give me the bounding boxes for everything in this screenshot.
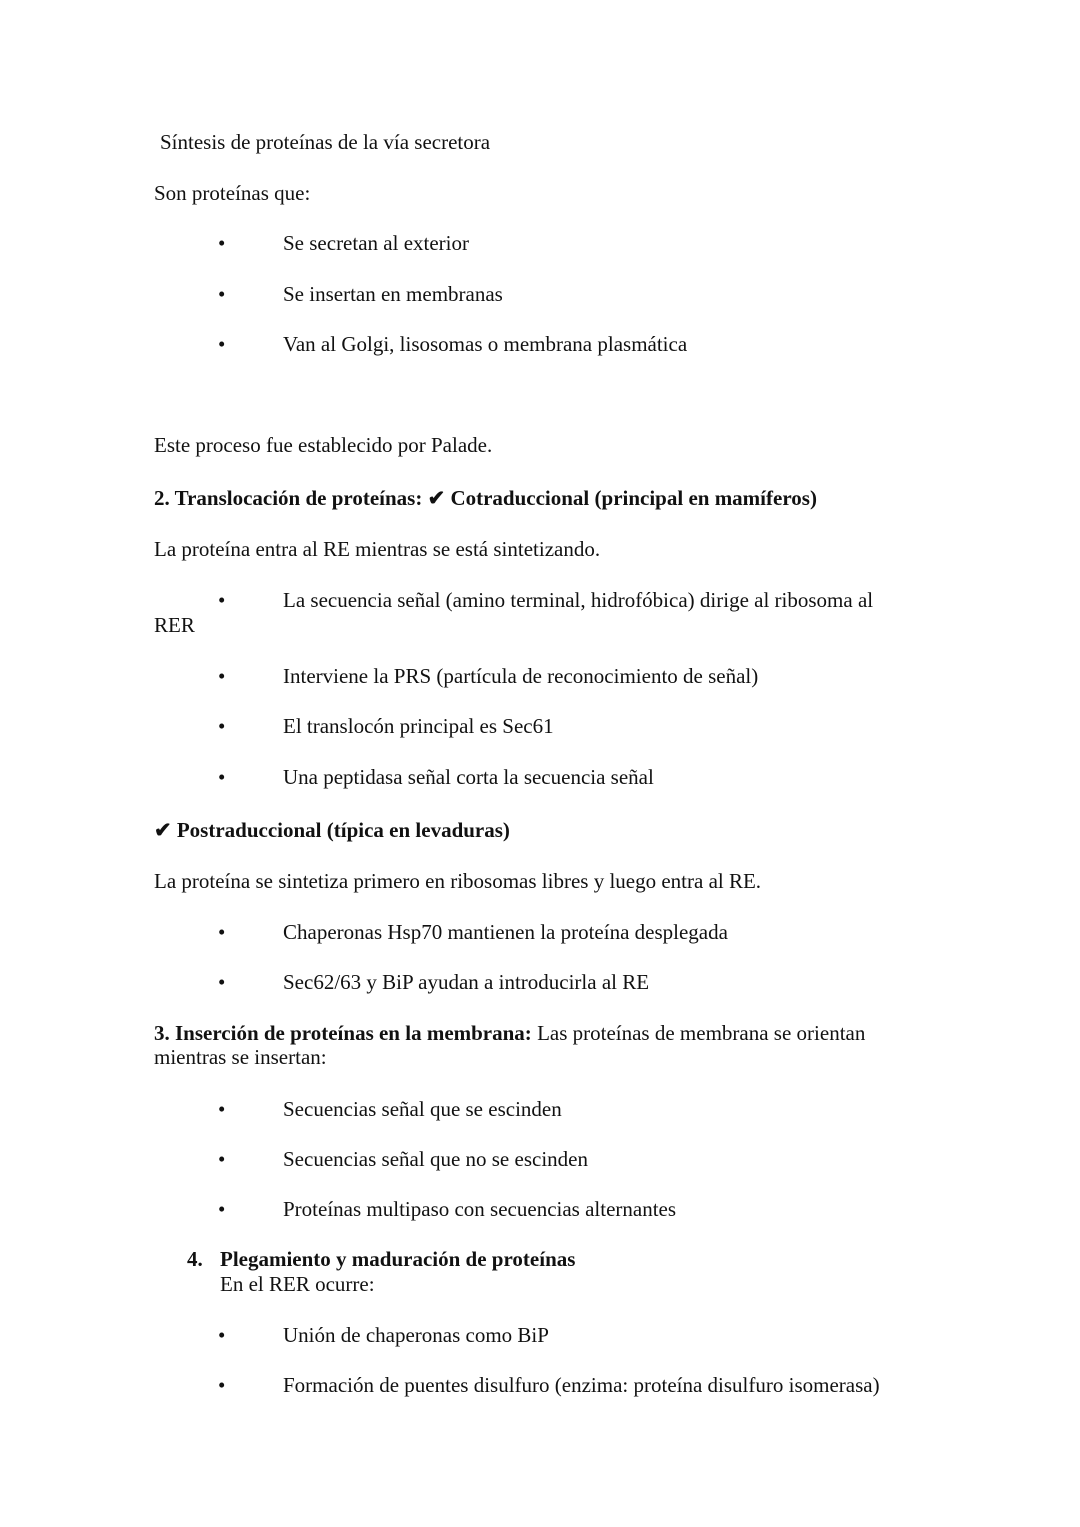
section4-heading: Plegamiento y maduración de proteínas	[220, 1247, 576, 1271]
bullet-marker: •	[218, 1323, 226, 1347]
intro-item: Se insertan en membranas	[283, 282, 503, 306]
bullet-marker: •	[218, 231, 226, 255]
bullet-marker: •	[218, 1147, 226, 1171]
section2-item: Interviene la PRS (partícula de reconocimiento de señal)	[283, 664, 759, 688]
intro-item: Van al Golgi, lisosomas o membrana plasmática	[283, 332, 688, 356]
section3-heading-bold: 3. Inserción de proteínas en la membrana:	[154, 1021, 532, 1045]
bullet-marker: •	[218, 1197, 226, 1221]
post-heading: ✔ Postraduccional (típica en levaduras)	[154, 818, 510, 842]
bullet-marker: •	[218, 588, 226, 612]
section2-desc: La proteína entra al RE mientras se está sintetizando.	[154, 537, 601, 561]
bullet-marker: •	[218, 714, 226, 738]
section2-item-continuation: RER	[154, 613, 195, 637]
bullet-marker: •	[218, 664, 226, 688]
intro-text: Son proteínas que:	[154, 181, 311, 205]
section3-item: Secuencias señal que se escinden	[283, 1097, 562, 1121]
bullet-marker: •	[218, 970, 226, 994]
section4-number: 4.	[187, 1247, 203, 1271]
bullet-marker: •	[218, 1373, 226, 1397]
bullet-marker: •	[218, 920, 226, 944]
section2-item: El translocón principal es Sec61	[283, 714, 554, 738]
post-item: Sec62/63 y BiP ayudan a introducirla al RE	[283, 970, 650, 994]
post-item: Chaperonas Hsp70 mantienen la proteína desplegada	[283, 920, 728, 944]
section3-item: Secuencias señal que no se escinden	[283, 1147, 588, 1171]
section4-item: Formación de puentes disulfuro (enzima: proteína disulfuro isomerasa)	[283, 1373, 880, 1397]
section3-heading-rest: Las proteínas de membrana se orientan	[531, 1021, 866, 1045]
bullet-marker: •	[218, 1097, 226, 1121]
section3-heading	[154, 1021, 865, 1046]
section4-item: Unión de chaperonas como BiP	[283, 1323, 549, 1347]
section2-heading: 2. Translocación de proteínas: ✔ Cotraduccional (principal en mamíferos)	[154, 486, 817, 510]
section4-desc: En el RER ocurre:	[220, 1272, 375, 1296]
intro-item: Se secretan al exterior	[283, 231, 469, 255]
document-title: Síntesis de proteínas de la vía secretora	[160, 130, 491, 154]
palade-text: Este proceso fue establecido por Palade.	[154, 433, 493, 457]
section2-item: Una peptidasa señal corta la secuencia señal	[283, 765, 654, 789]
section2-item: La secuencia señal (amino terminal, hidrofóbica) dirige al ribosoma al	[283, 588, 874, 612]
bullet-marker: •	[218, 282, 226, 306]
section3-heading-continuation: mientras se insertan:	[154, 1045, 327, 1069]
post-desc: La proteína se sintetiza primero en ribosomas libres y luego entra al RE.	[154, 869, 762, 893]
section3-item: Proteínas multipaso con secuencias alternantes	[283, 1197, 677, 1221]
bullet-marker: •	[218, 765, 226, 789]
bullet-marker: •	[218, 332, 226, 356]
